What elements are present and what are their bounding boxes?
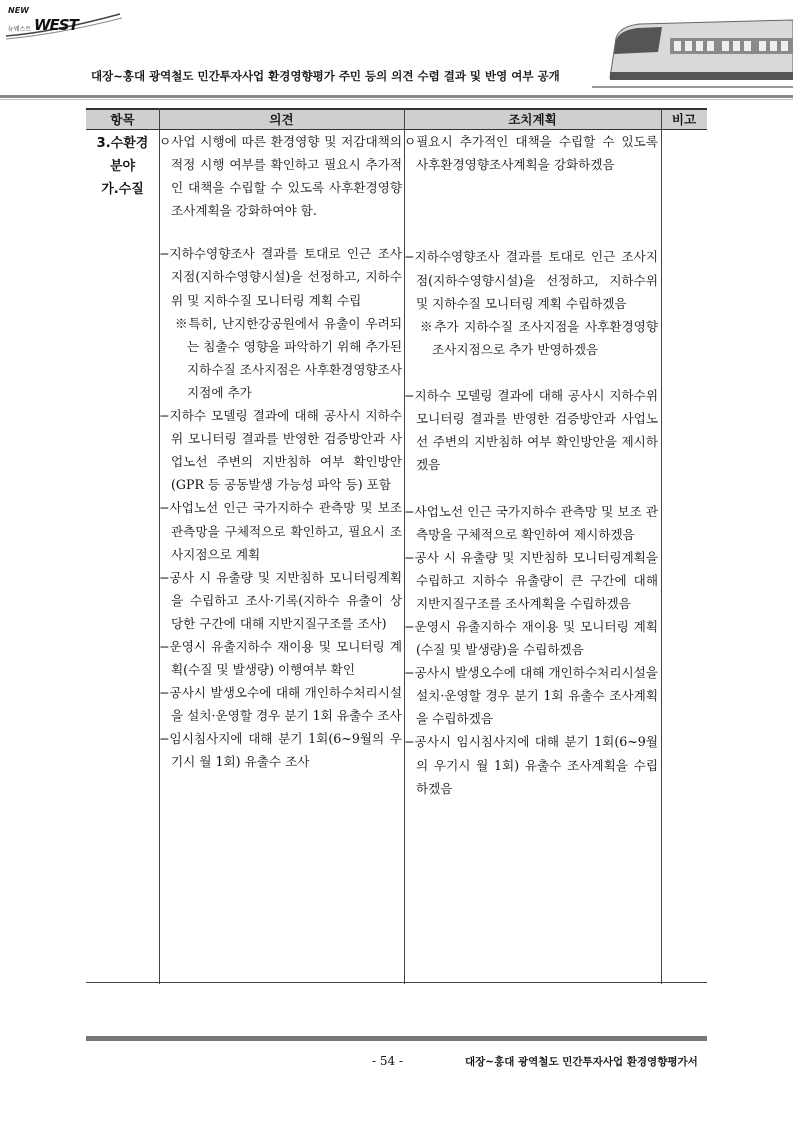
spacer — [404, 361, 658, 384]
paragraph: −지하수영향조사 결과를 토대로 인근 조사지점(지하수영향시설)을 선정하고, 지하수위 및 지하수질 모니터링 계획 수립 — [159, 246, 402, 308]
header-item: 항목 — [86, 108, 159, 130]
header-opinion: 의견 — [159, 108, 404, 130]
item-line: 분야 — [109, 159, 136, 174]
paragraph: −공사시 발생오수에 대해 개인하수처리시설을 설치·운영할 경우 분기 1회 유출수 조사계획을 수립하겠음 — [404, 665, 658, 727]
header-action: 조치계획 — [404, 108, 661, 130]
page-number: - 54 - — [372, 1054, 404, 1068]
note-paragraph: ※추가 지하수질 조사지점을 사후환경영향조사지점으로 추가 반영하겠음 — [420, 318, 658, 357]
item-line: 가.수질 — [101, 182, 144, 197]
item-cell — [86, 132, 159, 201]
header-remark: 비고 — [661, 108, 707, 130]
footer-bar — [86, 1036, 707, 1041]
item-line: 3.수환경 — [96, 136, 149, 151]
opinion-column — [159, 130, 402, 774]
paragraph: −공사 시 유출량 및 지반침하 모니터링계획을 수립하고 지하수 유출량이 큰 구간에 대해 지반지질구조를 조사계획을 수립하겠음 — [404, 549, 658, 611]
paragraph: ㅇ필요시 추가적인 대책을 수립할 수 있도록 사후환경영향조사계획을 강화하겠음 — [404, 134, 658, 173]
paragraph: −운영시 유출지하수 재이용 및 모니터링 계획(수질 및 발생량)을 수립하겠음 — [404, 618, 658, 658]
train-image — [592, 16, 793, 94]
paragraph: −지하수영향조사 결과를 토대로 인근 조사지점(지하수영향시설)을 선정하고, 지하수위 및 지하수질 모니터링 계획 수립하겠음 — [404, 249, 658, 311]
paragraph: ㅇ사업 시행에 따른 환경영향 및 저감대책의 적정 시행 여부를 확인하고 필요시 추가적인 대책을 수립할 수 있도록 사후환경영향조사계획을 강화하여야 함. — [159, 134, 402, 219]
logo-name: WEST — [34, 16, 78, 34]
footer-title: 대장~홍대 광역철도 민간투자사업 환경영향평가서 — [465, 1056, 698, 1068]
action-column — [404, 130, 658, 800]
header-rule-thin — [0, 99, 793, 100]
spacer — [159, 222, 402, 242]
spacer — [404, 476, 658, 499]
opinion-table — [86, 108, 707, 984]
paragraph: −공사시 임시침사지에 대해 분기 1회(6~9월의 우기시 월 1회) 유출수 조사계획을 수립하겠음 — [404, 734, 658, 796]
paragraph: −지하수 모델링 결과에 대해 공사시 지하수위 모니터링 결과를 반영한 검증방안과 사업노선 주변의 지반침하 여부 확인방안을 제시하겠음 — [404, 388, 658, 473]
paragraph: −지하수 모델링 결과에 대해 공사시 지하수위 모니터링 결과를 반영한 검증방안과 사업노선 주변의 지반침하 여부 확인방안(GPR 등 공동발생 가능성 파악 등) 포함 — [159, 408, 402, 493]
paragraph: −공사 시 유출량 및 지반침하 모니터링계획을 수립하고 조사·기록(지하수 유출이 상당한 구간에 대해 지반지질구조를 조사) — [159, 569, 402, 631]
note-paragraph: ※특히, 난지한강공원에서 유출이 우려되는 침출수 영향을 파악하기 위해 추가된 지하수질 조사지점은 사후환경영향조사지점에 추가 — [175, 315, 402, 400]
spacer — [404, 176, 658, 245]
paragraph: −공사시 발생오수에 대해 개인하수처리시설을 설치·운영할 경우 분기 1회 유출수 조사 — [159, 685, 402, 724]
paragraph: −사업노선 인근 국가지하수 관측망 및 보조 관측망을 구체적으로 확인하여 제시하겠음 — [404, 503, 658, 542]
column-divider — [661, 108, 662, 984]
logo — [4, 6, 124, 40]
paragraph: −임시침사지에 대해 분기 1회(6~9월의 우기시 월 1회) 유출수 조사 — [159, 731, 402, 770]
paragraph: −사업노선 인근 국가지하수 관측망 및 보조 관측망을 구체적으로 확인하고, 필요시 조사지점으로 계획 — [159, 500, 402, 562]
paragraph: −운영시 유출지하수 재이용 및 모니터링 계획(수질 및 발생량) 이행여부 확인 — [159, 638, 402, 678]
header-rule — [0, 95, 793, 98]
logo-new: NEW — [8, 6, 29, 15]
logo-sub: 뉴웨스트 — [8, 26, 32, 33]
document-header-title: 대장~홍대 광역철도 민간투자사업 환경영향평가 주민 등의 의견 수렴 결과 및 반영 여부 공개 — [91, 69, 560, 83]
table-bottom-rule — [86, 982, 707, 983]
